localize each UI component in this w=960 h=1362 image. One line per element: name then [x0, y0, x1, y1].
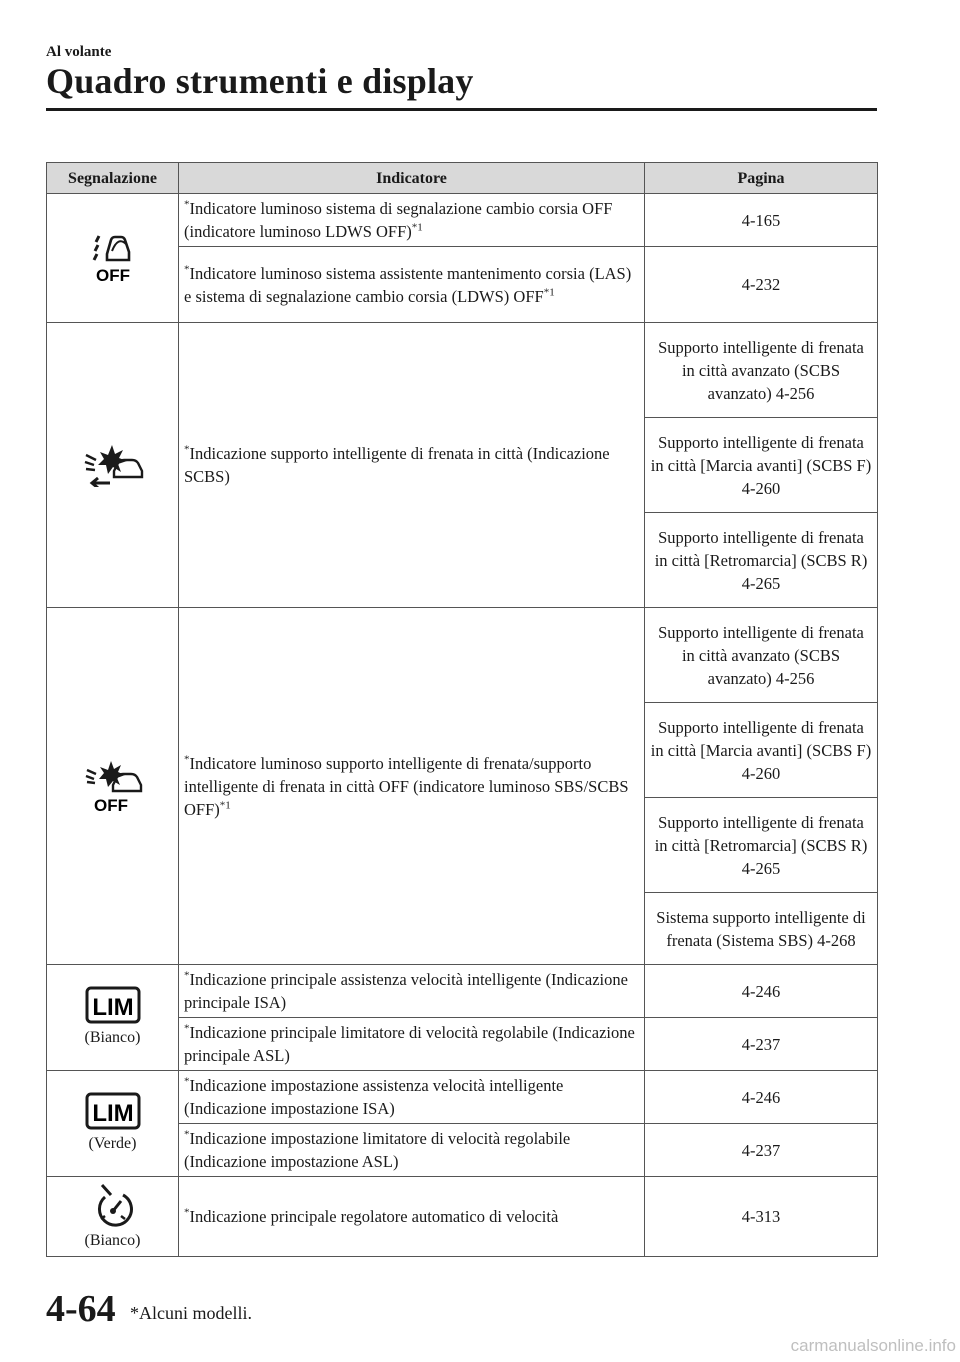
indicator-text: *Indicazione principale regolatore automatico di velocità — [179, 1177, 645, 1257]
cruise-control-icon — [47, 1177, 179, 1257]
lane-departure-off-icon — [47, 194, 179, 323]
header-indicatore: Indicatore — [179, 163, 645, 194]
lim-icon — [47, 965, 179, 1071]
page-ref: Supporto intelligente di frenata in città [Marcia avanti] (SCBS F) 4-260 — [645, 418, 878, 513]
scbs-icon — [47, 323, 179, 608]
page-ref: 4-232 — [645, 247, 878, 323]
page-ref: 4-237 — [645, 1124, 878, 1177]
page-ref: Supporto intelligente di frenata in città [Marcia avanti] (SCBS F) 4-260 — [645, 703, 878, 798]
indicator-text: *Indicatore luminoso supporto intelligente di frenata/supporto intelligente di frenata in città OFF (indicatore luminoso SBS/SCBS OFF)$^{*1}$ — [179, 608, 645, 965]
svg-text:LIM: LIM — [91, 1100, 134, 1127]
indicator-text: *Indicazione principale limitatore di velocità regolabile (Indicazione principale ASL) — [179, 1018, 645, 1071]
page-ref: Sistema supporto intelligente di frenata (Sistema SBS) 4-268 — [645, 893, 878, 965]
icon-color-label: (Bianco) — [84, 1232, 141, 1249]
page-ref: 4-246 — [645, 1071, 878, 1124]
watermark: carmanualsonline.info — [790, 1336, 956, 1355]
header-pagina: Pagina — [645, 163, 878, 194]
indicator-text: *Indicazione impostazione assistenza velocità intelligente (Indicazione impostazione ISA) — [179, 1071, 645, 1124]
page-ref: 4-246 — [645, 965, 878, 1018]
svg-text:LIM: LIM — [91, 994, 134, 1021]
sbs-scbs-off-icon — [47, 608, 179, 965]
indicator-text: *Indicazione impostazione limitatore di velocità regolabile (Indicazione impostazione ASL) — [179, 1124, 645, 1177]
indicator-text: *Indicazione principale assistenza velocità intelligente (Indicazione principale ISA) — [179, 965, 645, 1018]
svg-text:OFF: OFF — [93, 796, 128, 813]
page-ref: Supporto intelligente di frenata in città avanzato (SCBS avanzato) 4-256 — [645, 608, 878, 703]
indicator-text: *Indicatore luminoso sistema di segnalazione cambio corsia OFF (indicatore luminoso LDWS OFF)$^{*1}$ — [179, 194, 645, 247]
page-title: Quadro strumenti e display — [46, 61, 474, 101]
lim-icon — [47, 1071, 179, 1177]
title-rule — [46, 108, 877, 111]
page-number: 4-64 — [46, 1288, 116, 1330]
indicator-text: *Indicatore luminoso sistema assistente mantenimento corsia (LAS) e sistema di segnalazione cambio corsia (LDWS) OFF$^{*1}$ — [179, 247, 645, 323]
icon-color-label: (Bianco) — [84, 1029, 141, 1046]
page-ref: 4-237 — [645, 1018, 878, 1071]
section-label: Al volante — [46, 44, 112, 60]
icon-color-label: (Verde) — [88, 1135, 137, 1152]
indicator-text: *Indicazione supporto intelligente di frenata in città (Indicazione SCBS) — [179, 323, 645, 608]
footnote: *Alcuni modelli. — [130, 1303, 252, 1323]
page-ref: Supporto intelligente di frenata in città avanzato (SCBS avanzato) 4-256 — [645, 323, 878, 418]
page-ref: 4-313 — [645, 1177, 878, 1257]
page-ref: Supporto intelligente di frenata in città [Retromarcia] (SCBS R) 4-265 — [645, 513, 878, 608]
page-ref: Supporto intelligente di frenata in città [Retromarcia] (SCBS R) 4-265 — [645, 798, 878, 893]
header-segnalazione: Segnalazione — [47, 163, 179, 194]
svg-text:OFF: OFF — [95, 266, 130, 284]
page-ref: 4-165 — [645, 194, 878, 247]
indicator-table — [46, 162, 878, 1257]
